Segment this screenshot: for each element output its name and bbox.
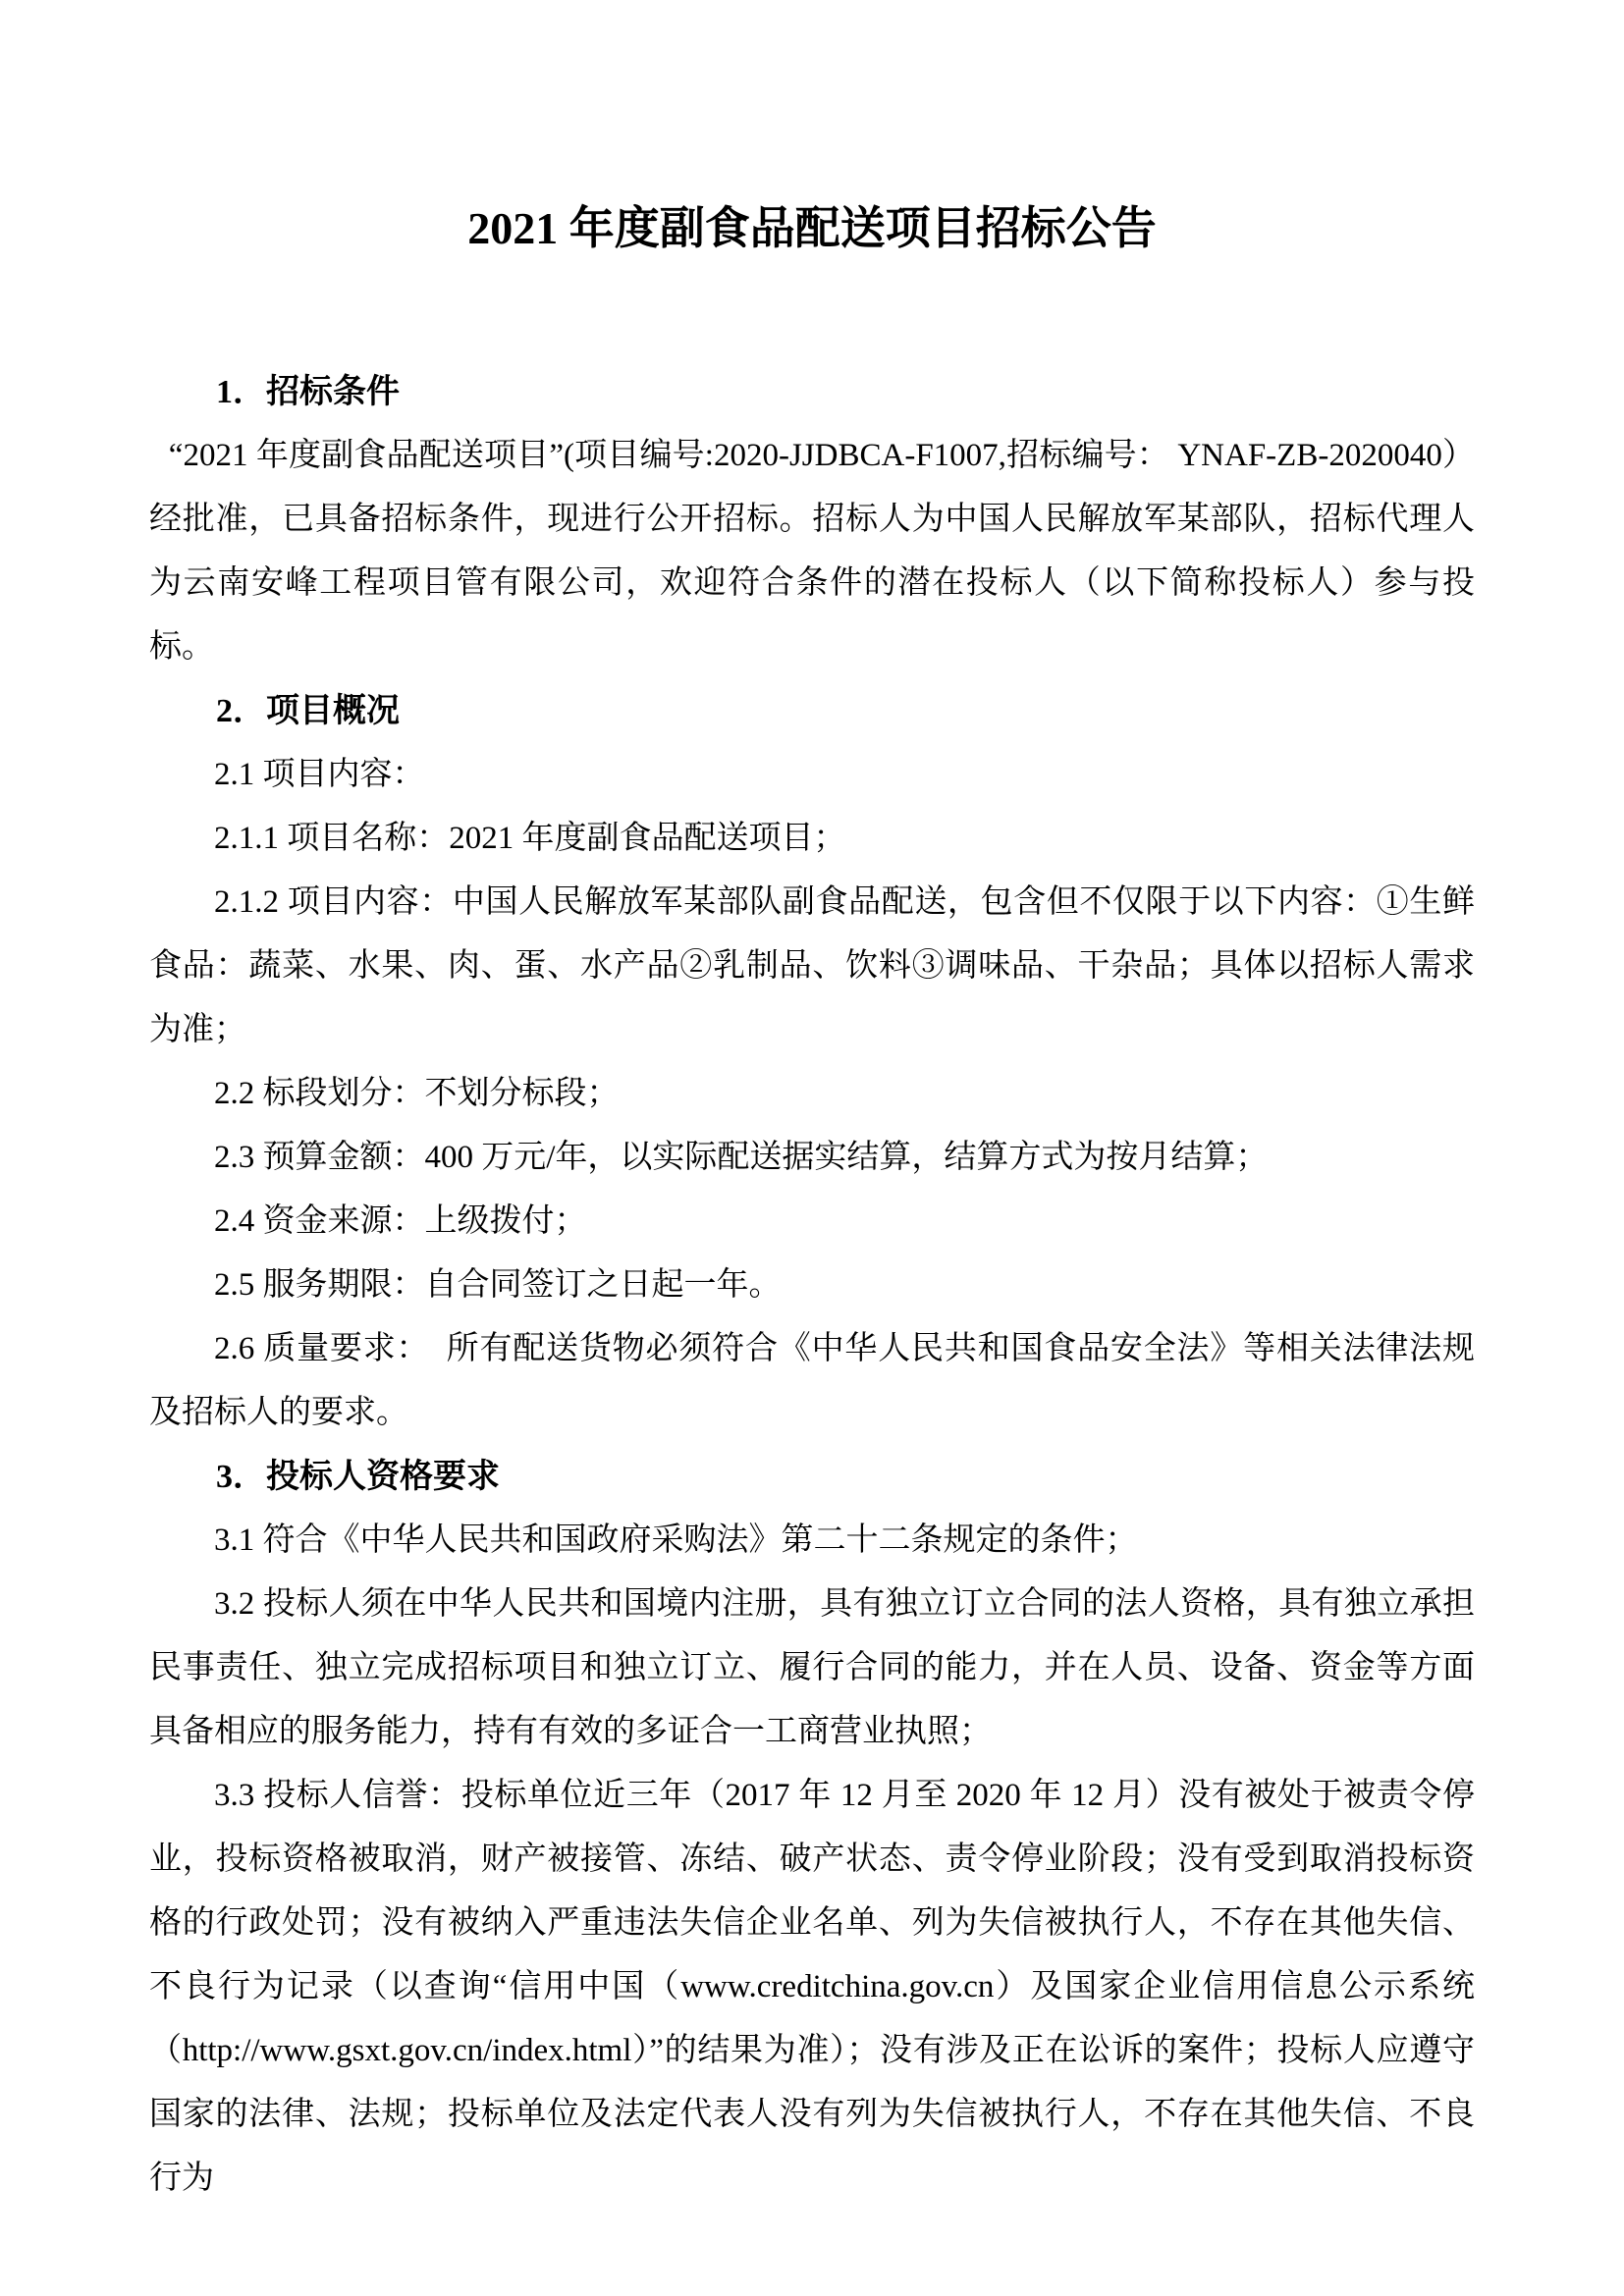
section-2-heading: 2．项目概况 [216,693,400,729]
section-3-heading: 3．投标人资格要求 [216,1459,500,1495]
section-2-paragraph-1: 2.1 项目内容： [214,757,425,792]
section-2-paragraph-4: 2.2 标段划分：不划分标段； [214,1076,620,1111]
section-3-paragraph-1: 3.1 符合《中华人民共和国政府采购法》第二十二条规定的条件； [214,1522,1138,1558]
section-2-paragraph-8: 2.6 质量要求： 所有配送货物必须符合《中华人民共和国食品安全法》等相关法律法规及招标人的要求。 [149,1331,1475,1430]
section-2-paragraph-3: 2.1.2 项目内容：中国人民解放军某部队副食品配送，包含但不仅限于以下内容：①生鲜食品：蔬菜、水果、肉、蛋、水产品②乳制品、饮料③调味品、干杂品；具体以招标人需求为准； [149,884,1475,1047]
section-3-paragraph-3: 3.3 投标人信誉：投标单位近三年（2017 年 12 月至 2020 年 12 月）没有被处于被责令停业，投标资格被取消，财产被接管、冻结、破产状态、责令停业阶段；没有受到取消投标资格的行政处罚；没有被纳入严重违法失信企业名单、列为失信被执行人，不存在其他失信、不良行为记录（以查询“信用中国（www.creditchina.gov.cn）及国家企业信用信息公示系统（http://www.gsxt.gov.cn/index.html）”的结果为准）；没有涉及正在讼诉的案件；投标人应遵守国家的法律、法规；投标单位及法定代表人没有列为失信被执行人，不存在其他失信、不良行为 [149,1778,1475,2196]
document-title: 2021 年度副食品配送项目招标公告 [467,203,1157,253]
section-2-paragraph-2: 2.1.1 项目名称：2021 年度副食品配送项目； [214,821,846,856]
section-1-paragraph-1: “2021 年度副食品配送项目”(项目编号:2020-JJDBCA-F1007,招标编号： YNAF-ZB-2020040）经批准，已具备招标条件，现进行公开招标。招标人为中国人民解放军某部队，招标代理人为云南安峰工程项目管有限公司，欢迎符合条件的潜在投标人（以下简称投标人）参与投标。 [149,438,1475,665]
section-1-heading: 1．招标条件 [216,374,400,410]
section-2-paragraph-6: 2.4 资金来源：上级拨付； [214,1203,587,1239]
section-3-paragraph-2: 3.2 投标人须在中华人民共和国境内注册，具有独立订立合同的法人资格，具有独立承担民事责任、独立完成招标项目和独立订立、履行合同的能力，并在人员、设备、资金等方面具备相应的服务能力，持有有效的多证合一工商营业执照； [149,1586,1475,1749]
section-2-paragraph-5: 2.3 预算金额：400 万元/年，以实际配送据实结算，结算方式为按月结算； [214,1140,1269,1175]
section-2-paragraph-7: 2.5 服务期限：自合同签订之日起一年。 [214,1267,782,1303]
